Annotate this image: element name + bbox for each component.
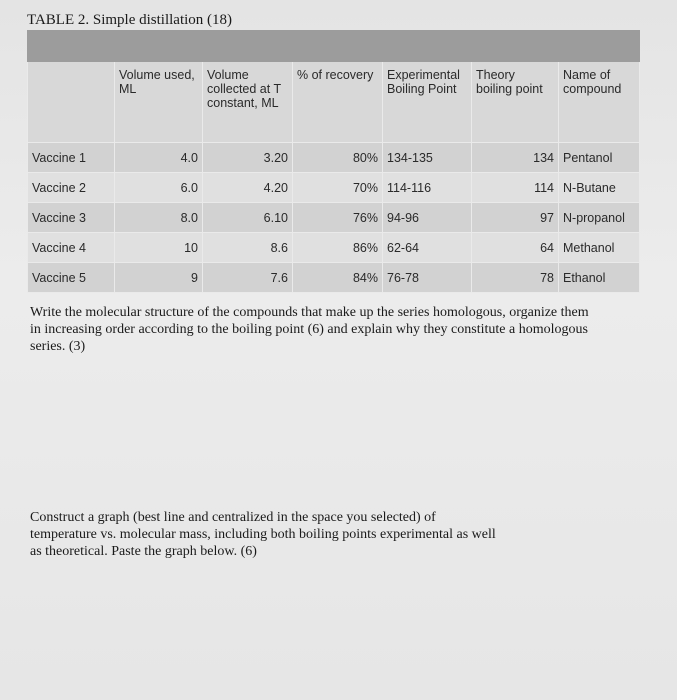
table-cell: Pentanol — [559, 143, 640, 173]
table-cell: Methanol — [559, 233, 640, 263]
table-row — [28, 203, 640, 233]
table-cell: 8.6 — [203, 233, 293, 263]
col-header: Name of compound — [559, 62, 640, 143]
question-2: Construct a graph (best line and centralized in the space you selected) of temperature vs. molecular mass, including both boiling points experimental as well as theoretical. Paste the graph below. (6) — [30, 510, 496, 559]
table-header-row — [28, 62, 640, 143]
table-cell: 84% — [293, 263, 383, 293]
col-header: Experimental Boiling Point — [383, 62, 472, 143]
table-cell: N-propanol — [559, 203, 640, 233]
table-row — [28, 233, 640, 263]
table-cell: 9 — [115, 263, 203, 293]
table-title: TABLE 2. Simple distillation (18) — [27, 12, 233, 28]
table-cell: 134 — [472, 143, 559, 173]
table-cell: 76% — [293, 203, 383, 233]
table-cell: 114 — [472, 173, 559, 203]
table-cell: Vaccine 4 — [28, 233, 115, 263]
table-cell: 4.20 — [203, 173, 293, 203]
table-cell: 62-64 — [383, 233, 472, 263]
table-cell: N-Butane — [559, 173, 640, 203]
table-cell: 94-96 — [383, 203, 472, 233]
table-cell: 64 — [472, 233, 559, 263]
table-cell: 6.10 — [203, 203, 293, 233]
table-cell: Vaccine 3 — [28, 203, 115, 233]
table-cell: 97 — [472, 203, 559, 233]
table-row — [28, 263, 640, 293]
table-cell: Vaccine 5 — [28, 263, 115, 293]
col-header: Volume used, ML — [115, 62, 203, 143]
table-cell: 86% — [293, 233, 383, 263]
table-cell: 8.0 — [115, 203, 203, 233]
col-header: % of recovery — [293, 62, 383, 143]
col-header: Theory boiling point — [472, 62, 559, 143]
table-cell: 80% — [293, 143, 383, 173]
question-1: Write the molecular structure of the compounds that make up the series homologous, organize them in increasing order according to the boiling point (6) and explain why they constitute a homologous series. (3) — [30, 305, 589, 354]
table-header-band — [28, 31, 640, 62]
table-cell: 7.6 — [203, 263, 293, 293]
distillation-table — [27, 30, 640, 293]
table-cell: 10 — [115, 233, 203, 263]
table-cell: 4.0 — [115, 143, 203, 173]
table-cell: Vaccine 2 — [28, 173, 115, 203]
table-cell: 78 — [472, 263, 559, 293]
table-cell: Ethanol — [559, 263, 640, 293]
table-cell: 3.20 — [203, 143, 293, 173]
table-row — [28, 173, 640, 203]
table-cell: 70% — [293, 173, 383, 203]
table-cell: 114-116 — [383, 173, 472, 203]
col-header — [28, 62, 115, 143]
table-cell: Vaccine 1 — [28, 143, 115, 173]
table-cell: 6.0 — [115, 173, 203, 203]
table-cell: 134-135 — [383, 143, 472, 173]
col-header: Volume collected at T constant, ML — [203, 62, 293, 143]
table-row — [28, 143, 640, 173]
table-cell: 76-78 — [383, 263, 472, 293]
